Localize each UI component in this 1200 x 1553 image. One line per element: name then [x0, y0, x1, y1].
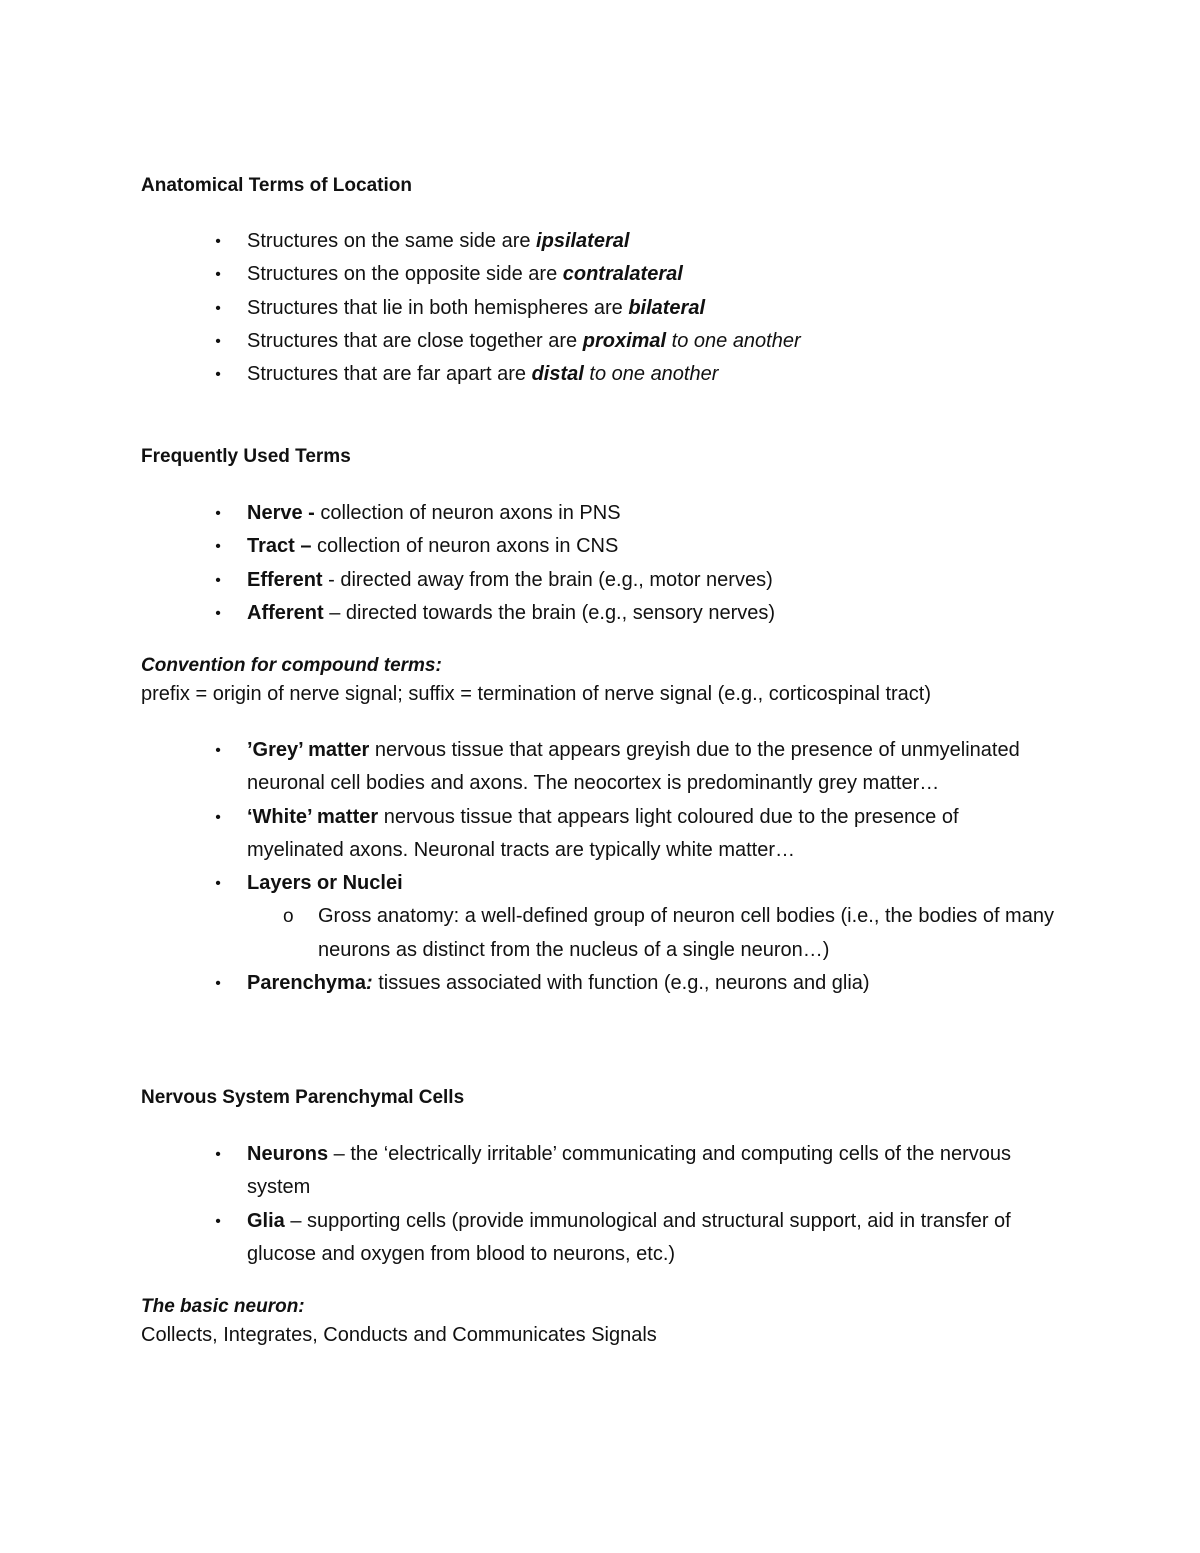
- convention-text: prefix = origin of nerve signal; suffix = termination of nerve signal (e.g., corticospinal tract): [141, 683, 932, 705]
- convention-heading: Convention for compound terms:: [141, 655, 442, 676]
- section-heading-frequent-terms: Frequently Used Terms: [141, 446, 351, 467]
- list-item: • Neurons – the ‘electrically irritable’ communicating and computing cells of the nervous system: [0, 1138, 1047, 1205]
- bullet-icon: •: [215, 233, 221, 250]
- basic-neuron-heading: The basic neuron:: [141, 1296, 305, 1317]
- list-item: • Efferent - directed away from the brain (e.g., motor nerves): [0, 564, 1047, 597]
- list-item: • Structures on the same side are ipsilateral: [0, 225, 1047, 258]
- list-item: • Structures that are far apart are distal to one another: [0, 358, 1047, 391]
- frequent-terms-list: [0, 497, 1100, 630]
- basic-neuron-text: Collects, Integrates, Conducts and Communicates Signals: [141, 1324, 657, 1346]
- bullet-icon: •: [215, 875, 221, 893]
- sub-list-item: o Gross anatomy: a well-defined group of neuron cell bodies (i.e., the bodies of many neurons as distinct from the nucleus of a single neuron…): [247, 900, 1058, 967]
- list-item: • Afferent – directed towards the brain (e.g., sensory nerves): [0, 597, 1047, 630]
- bullet-icon: •: [215, 505, 221, 522]
- bullet-icon: •: [215, 366, 221, 384]
- bullet-icon: •: [215, 604, 221, 622]
- list-item: • Nerve - collection of neuron axons in PNS: [0, 497, 1047, 530]
- bullet-icon: •: [215, 975, 221, 993]
- list-item: • Structures that are close together are proximal to one another: [0, 325, 1047, 358]
- section-heading-location: Anatomical Terms of Location: [141, 175, 412, 196]
- bullet-icon: •: [215, 266, 221, 284]
- list-item: • Tract – collection of neuron axons in CNS: [0, 530, 1047, 563]
- list-item: • Structures on the opposite side are contralateral: [0, 258, 1047, 291]
- nuclei-sublist: [247, 900, 1054, 967]
- bullet-icon: •: [215, 538, 221, 556]
- circle-bullet-icon: o: [283, 906, 294, 928]
- location-terms-list: [0, 225, 1100, 391]
- list-item: • ‘White’ matter nervous tissue that appears light coloured due to the presence of myelinated axons. Neuronal tracts are typically white matter…: [0, 801, 1047, 868]
- list-item: • Glia – supporting cells (provide immunological and structural support, aid in transfer of glucose and oxygen from blood to neurons, etc.): [0, 1205, 1047, 1272]
- list-item: • Layers or Nuclei o Gross anatomy: a well-defined group of neuron cell bodies (i.e., the bodies of many neurons as distinct from the nucleus of a single neuron…): [0, 867, 1047, 967]
- bullet-icon: •: [215, 299, 221, 317]
- list-item: • Structures that lie in both hemispheres are bilateral: [0, 292, 1047, 325]
- list-item: • ’Grey’ matter nervous tissue that appears greyish due to the presence of unmyelinated neuronal cell bodies and axons. The neocortex is predominantly grey matter…: [0, 734, 1047, 801]
- bullet-icon: •: [215, 332, 221, 350]
- bullet-icon: •: [215, 1212, 221, 1230]
- bullet-icon: •: [215, 1146, 221, 1163]
- parenchymal-cells-list: [0, 1138, 1100, 1271]
- bullet-icon: •: [215, 808, 221, 826]
- bullet-icon: •: [215, 742, 221, 759]
- bullet-icon: •: [215, 571, 221, 589]
- list-item: • Parenchyma: tissues associated with function (e.g., neurons and glia): [0, 967, 1047, 1000]
- matter-terms-list: [0, 734, 1100, 1000]
- section-heading-parenchymal-cells: Nervous System Parenchymal Cells: [141, 1087, 465, 1108]
